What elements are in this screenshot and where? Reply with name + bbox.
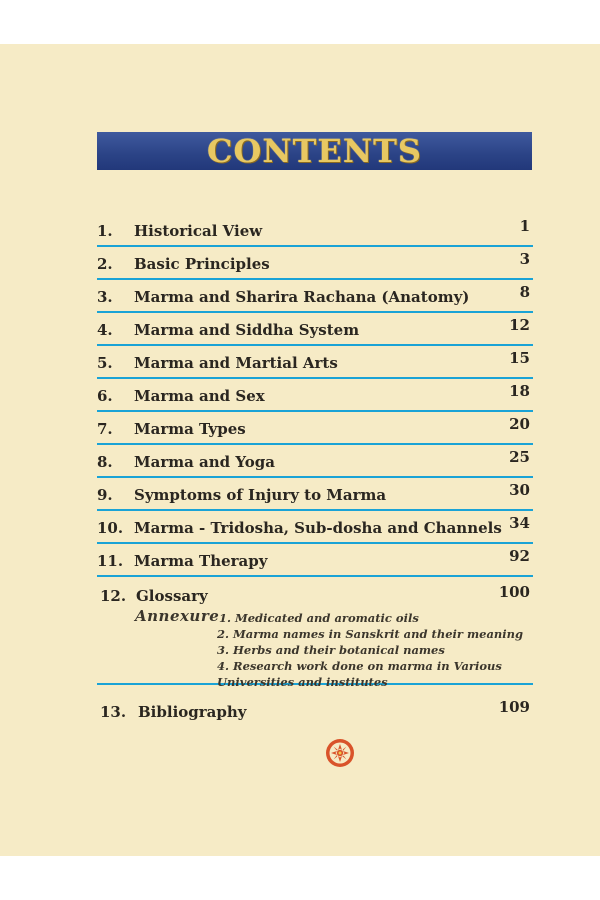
annexure-list bbox=[215, 626, 523, 690]
annexure-item: 3. Herbs and their botanical names bbox=[217, 643, 445, 657]
toc-title: Marma and Sex bbox=[134, 387, 265, 405]
toc-title: Marma Therapy bbox=[134, 552, 268, 570]
toc-number: 9. bbox=[97, 486, 113, 504]
toc-number: 13. bbox=[100, 703, 127, 721]
toc-page: 109 bbox=[498, 698, 530, 716]
toc-page: 12 bbox=[509, 316, 530, 334]
sun-flower-ornament-icon bbox=[325, 738, 355, 768]
toc-number: 10. bbox=[97, 519, 124, 537]
book-page bbox=[0, 44, 600, 856]
toc-row bbox=[97, 346, 533, 379]
toc-page: 3 bbox=[519, 250, 530, 268]
toc-title: Marma and Sharira Rachana (Anatomy) bbox=[134, 288, 470, 306]
toc-title: Marma and Yoga bbox=[134, 453, 275, 471]
annexure-label: Annexure bbox=[135, 607, 220, 625]
toc-page: 100 bbox=[498, 583, 530, 601]
toc-row bbox=[97, 685, 533, 729]
toc-page: 20 bbox=[509, 415, 530, 433]
toc-title: Historical View bbox=[134, 222, 263, 240]
page-title: CONTENTS bbox=[207, 132, 422, 170]
toc-page: 34 bbox=[509, 514, 530, 532]
contents-banner bbox=[97, 132, 532, 170]
toc-number: 11. bbox=[97, 552, 124, 570]
toc-row-glossary bbox=[97, 577, 533, 689]
toc-page: 92 bbox=[509, 547, 530, 565]
toc-row bbox=[97, 313, 533, 346]
toc-number: 2. bbox=[97, 255, 113, 273]
toc-number: 12. bbox=[100, 587, 127, 605]
toc-number: 4. bbox=[97, 321, 113, 339]
annexure-item: 1. Medicated and aromatic oils bbox=[219, 611, 419, 625]
annexure-item: Universities and institutes bbox=[217, 675, 388, 689]
toc-page: 8 bbox=[519, 283, 530, 301]
toc-page: 30 bbox=[509, 481, 530, 499]
toc-row bbox=[97, 247, 533, 280]
toc-title: Marma Types bbox=[134, 420, 246, 438]
toc-number: 3. bbox=[97, 288, 113, 306]
toc-title: Marma - Tridosha, Sub-dosha and Channels bbox=[134, 519, 502, 537]
toc-number: 8. bbox=[97, 453, 113, 471]
toc-row bbox=[97, 412, 533, 445]
toc-title: Symptoms of Injury to Marma bbox=[134, 486, 387, 504]
toc-title: Glossary bbox=[136, 587, 208, 605]
annexure-item: 4. Research work done on marma in Various bbox=[217, 659, 502, 673]
toc-title: Basic Principles bbox=[134, 255, 270, 273]
toc-number: 5. bbox=[97, 354, 113, 372]
toc-number: 7. bbox=[97, 420, 113, 438]
toc-page: 15 bbox=[509, 349, 530, 367]
toc-page: 1 bbox=[519, 217, 530, 235]
annexure-item: 2. Marma names in Sanskrit and their meaning bbox=[217, 627, 524, 641]
toc-title: Bibliography bbox=[138, 703, 247, 721]
toc-title: Marma and Siddha System bbox=[134, 321, 360, 339]
toc-row bbox=[97, 214, 533, 247]
toc-row bbox=[97, 544, 533, 577]
toc-row bbox=[97, 445, 533, 478]
table-of-contents bbox=[97, 214, 533, 729]
toc-number: 6. bbox=[97, 387, 113, 405]
toc-title: Marma and Martial Arts bbox=[134, 354, 338, 372]
toc-row bbox=[97, 478, 533, 511]
toc-row bbox=[97, 280, 533, 313]
toc-number: 1. bbox=[97, 222, 113, 240]
toc-row bbox=[97, 379, 533, 412]
toc-row bbox=[97, 511, 533, 544]
toc-page: 25 bbox=[509, 448, 530, 466]
toc-page: 18 bbox=[509, 382, 530, 400]
annexure-block bbox=[135, 607, 535, 689]
